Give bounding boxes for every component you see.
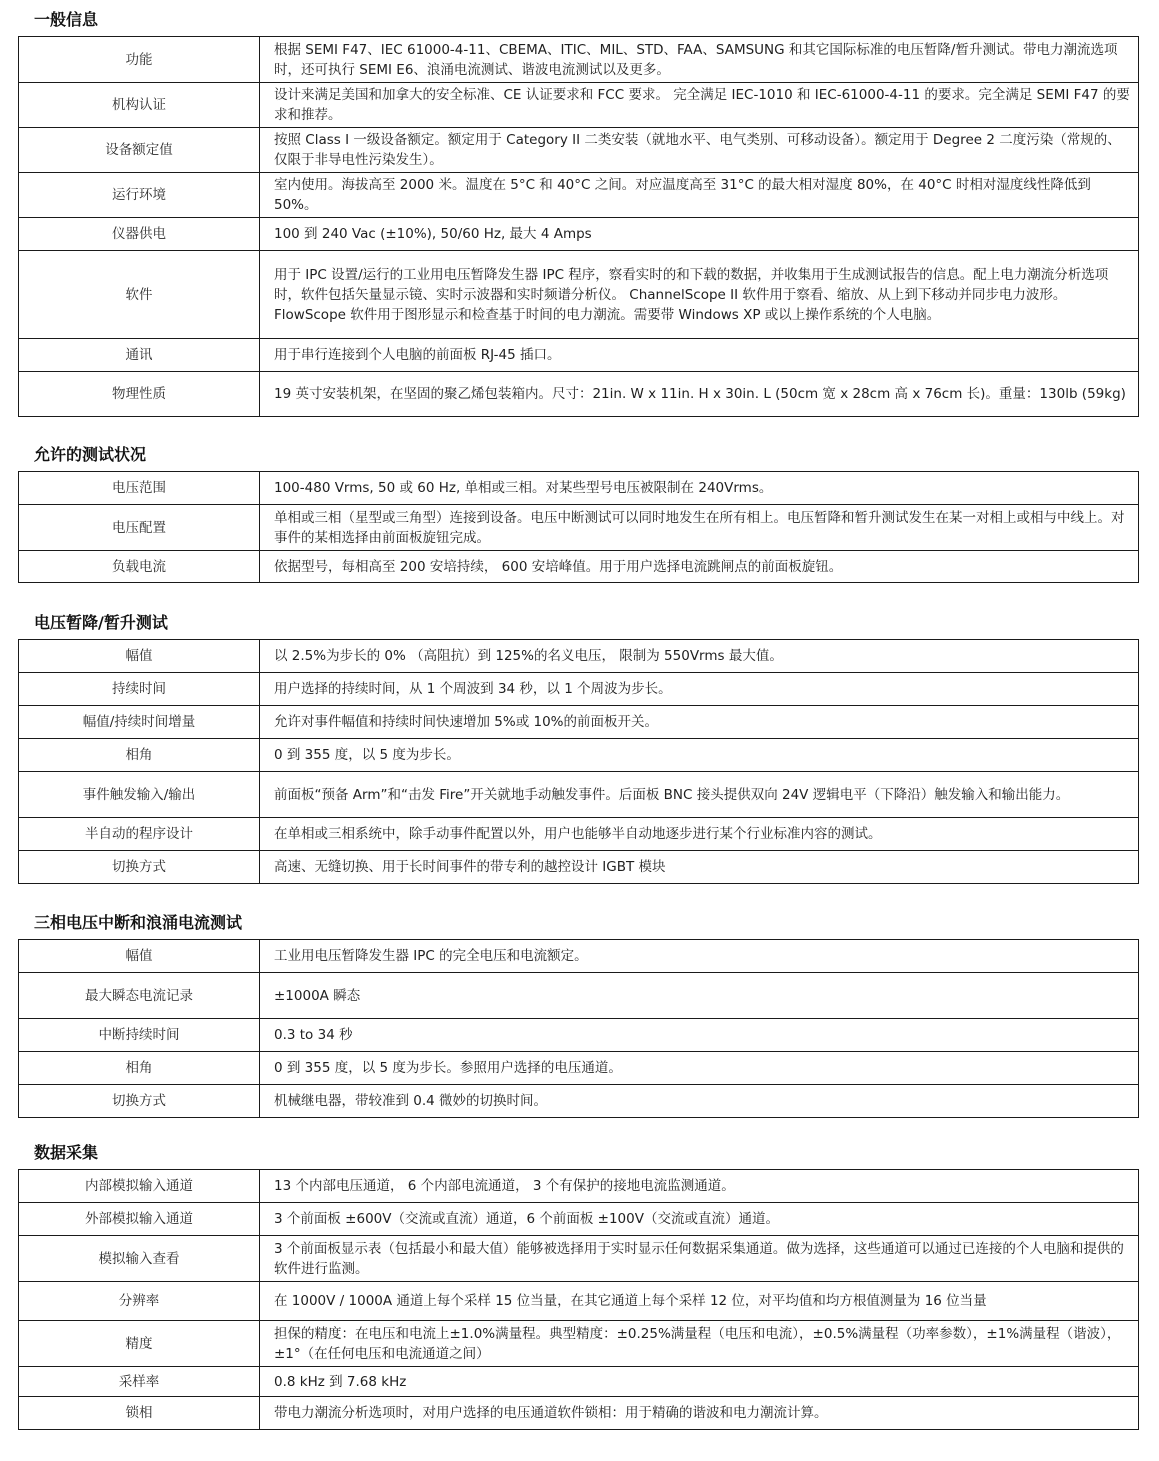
row-label: 相角 — [19, 739, 260, 772]
row-value: 高速、无缝切换、用于长时间事件的带专利的越控设计 IGBT 模块 — [260, 851, 1139, 884]
row-value: 用于 IPC 设置/运行的工业用电压暂降发生器 IPC 程序，察看实时的和下载的数据，并收集用于生成测试报告的信息。配上电力潮流分析选项时，软件包括矢量显示镜、实时示波器和实时频谱分析仪。 ChannelScope II 软件用于察看、缩放、从上到下移动并同步电力波形。 FlowScope 软件用于图形显示和检查基于时间的电力潮流。需要带 Windows XP 或以上操作系统的个人电脑。 — [260, 251, 1139, 339]
table-row — [19, 128, 1139, 173]
table-row — [19, 1019, 1139, 1052]
table-row — [19, 1397, 1139, 1430]
row-label: 模拟输入查看 — [19, 1236, 260, 1282]
table-row — [19, 472, 1139, 505]
row-value: 100 到 240 Vac (±10%), 50/60 Hz, 最大 4 Amps — [260, 218, 1139, 251]
row-value: 担保的精度：在电压和电流上±1.0%满量程。典型精度：±0.25%满量程（电压和电流），±0.5%满量程（功率参数），±1%满量程（谐波），±1°（在任何电压和电流通道之间） — [260, 1321, 1139, 1367]
row-label: 负载电流 — [19, 551, 260, 583]
row-value: 19 英寸安装机架，在坚固的聚乙烯包装箱内。尺寸：21in. W x 11in. H x 30in. L (50cm 宽 x 28cm 高 x 76cm 长)。重量：130lb (59kg) — [260, 372, 1139, 417]
row-label: 分辨率 — [19, 1282, 260, 1321]
table-row — [19, 739, 1139, 772]
spec-table — [18, 639, 1139, 884]
table-row — [19, 640, 1139, 673]
row-label: 精度 — [19, 1321, 260, 1367]
row-label: 幅值 — [19, 940, 260, 973]
section-test-conditions — [18, 445, 1140, 583]
table-row — [19, 706, 1139, 739]
row-label: 通讯 — [19, 339, 260, 372]
row-label: 最大瞬态电流记录 — [19, 973, 260, 1019]
table-row — [19, 1236, 1139, 1282]
table-row — [19, 1052, 1139, 1085]
section-title: 数据采集 — [34, 1143, 99, 1162]
row-label: 物理性质 — [19, 372, 260, 417]
row-value: 用户选择的持续时间，从 1 个周波到 34 秒，以 1 个周波为步长。 — [260, 673, 1139, 706]
row-label: 幅值/持续时间增量 — [19, 706, 260, 739]
table-row — [19, 940, 1139, 973]
row-label: 运行环境 — [19, 173, 260, 218]
row-value: 机械继电器，带较准到 0.4 微妙的切换时间。 — [260, 1085, 1139, 1118]
table-row — [19, 505, 1139, 551]
row-value: 带电力潮流分析选项时，对用户选择的电压通道软件锁相：用于精确的谐波和电力潮流计算。 — [260, 1397, 1139, 1430]
section-title: 电压暂降/暂升测试 — [34, 613, 168, 632]
table-row — [19, 673, 1139, 706]
row-label: 事件触发输入/输出 — [19, 772, 260, 818]
row-label: 采样率 — [19, 1367, 260, 1397]
table-row — [19, 851, 1139, 884]
row-label: 切换方式 — [19, 1085, 260, 1118]
table-row — [19, 218, 1139, 251]
table-row — [19, 37, 1139, 83]
row-value: 0 到 355 度，以 5 度为步长。参照用户选择的电压通道。 — [260, 1052, 1139, 1085]
row-label: 中断持续时间 — [19, 1019, 260, 1052]
row-value: 在单相或三相系统中，除手动事件配置以外，用户也能够半自动地逐步进行某个行业标准内容的测试。 — [260, 818, 1139, 851]
row-value: 前面板“预备 Arm”和“击发 Fire”开关就地手动触发事件。后面板 BNC 接头提供双向 24V 逻辑电平（下降沿）触发输入和输出能力。 — [260, 772, 1139, 818]
row-label: 功能 — [19, 37, 260, 83]
row-label: 外部模拟输入通道 — [19, 1203, 260, 1236]
table-row — [19, 339, 1139, 372]
table-row — [19, 83, 1139, 128]
spec-table — [18, 471, 1139, 583]
row-label: 电压范围 — [19, 472, 260, 505]
row-value: 单相或三相（星型或三角型）连接到设备。电压中断测试可以同时地发生在所有相上。电压暂降和暂升测试发生在某一对相上或相与中线上。对事件的某相选择由前面板旋钮完成。 — [260, 505, 1139, 551]
row-label: 持续时间 — [19, 673, 260, 706]
row-value: 3 个前面板 ±600V（交流或直流）通道，6 个前面板 ±100V（交流或直流）通道。 — [260, 1203, 1139, 1236]
row-label: 电压配置 — [19, 505, 260, 551]
row-value: 按照 Class I 一级设备额定。额定用于 Category II 二类安装（就地水平、电气类别、可移动设备）。额定用于 Degree 2 二度污染（常规的、仅限于非导电性污染发生）。 — [260, 128, 1139, 173]
row-label: 软件 — [19, 251, 260, 339]
row-value: 用于串行连接到个人电脑的前面板 RJ-45 插口。 — [260, 339, 1139, 372]
table-row — [19, 1085, 1139, 1118]
row-label: 内部模拟输入通道 — [19, 1170, 260, 1203]
row-value: 以 2.5%为步长的 0% （高阻抗）到 125%的名义电压， 限制为 550Vrms 最大值。 — [260, 640, 1139, 673]
row-value: 13 个内部电压通道， 6 个内部电流通道， 3 个有保护的接地电流监测通道。 — [260, 1170, 1139, 1203]
table-row — [19, 973, 1139, 1019]
table-row — [19, 1321, 1139, 1367]
section-title: 一般信息 — [34, 10, 99, 29]
table-row — [19, 173, 1139, 218]
spec-table — [18, 939, 1139, 1118]
row-label: 切换方式 — [19, 851, 260, 884]
table-row — [19, 251, 1139, 339]
spec-table — [18, 1169, 1139, 1430]
row-label: 锁相 — [19, 1397, 260, 1430]
row-value: 允许对事件幅值和持续时间快速增加 5%或 10%的前面板开关。 — [260, 706, 1139, 739]
table-row — [19, 1170, 1139, 1203]
spec-table — [18, 36, 1139, 417]
section-general-info — [18, 10, 1140, 417]
table-row — [19, 818, 1139, 851]
table-row — [19, 1282, 1139, 1321]
section-title: 三相电压中断和浪涌电流测试 — [34, 913, 243, 932]
row-value: 根据 SEMI F47、IEC 61000-4-11、CBEMA、ITIC、MIL、STD、FAA、SAMSUNG 和其它国际标准的电压暂降/暂升测试。带电力潮流选项时，还可执行 SEMI E6、浪涌电流测试、谐波电流测试以及更多。 — [260, 37, 1139, 83]
section-data-acquisition — [18, 1143, 1140, 1430]
table-row — [19, 1367, 1139, 1397]
section-sag-swell-test — [18, 613, 1140, 884]
table-row — [19, 551, 1139, 583]
row-value: 设计来满足美国和加拿大的安全标准、CE 认证要求和 FCC 要求。 完全满足 IEC-1010 和 IEC-61000-4-11 的要求。完全满足 SEMI F47 的要求和推荐。 — [260, 83, 1139, 128]
row-label: 机构认证 — [19, 83, 260, 128]
table-row — [19, 372, 1139, 417]
row-label: 相角 — [19, 1052, 260, 1085]
row-value: 室内使用。海拔高至 2000 米。温度在 5°C 和 40°C 之间。对应温度高至 31°C 的最大相对湿度 80%，在 40°C 时相对湿度线性降低到 50%。 — [260, 173, 1139, 218]
row-label: 幅值 — [19, 640, 260, 673]
row-value: 依据型号，每相高至 200 安培持续， 600 安培峰值。用于用户选择电流跳闸点的前面板旋钮。 — [260, 551, 1139, 583]
row-value: 0 到 355 度，以 5 度为步长。 — [260, 739, 1139, 772]
section-interruption-inrush-test — [18, 913, 1140, 1118]
row-value: ±1000A 瞬态 — [260, 973, 1139, 1019]
section-title: 允许的测试状况 — [34, 445, 147, 464]
table-row — [19, 1203, 1139, 1236]
row-value: 3 个前面板显示表（包括最小和最大值）能够被选择用于实时显示任何数据采集通道。做为选择，这些通道可以通过已连接的个人电脑和提供的软件进行监测。 — [260, 1236, 1139, 1282]
row-label: 半自动的程序设计 — [19, 818, 260, 851]
row-value: 100-480 Vrms, 50 或 60 Hz, 单相或三相。对某些型号电压被限制在 240Vrms。 — [260, 472, 1139, 505]
row-value: 0.8 kHz 到 7.68 kHz — [260, 1367, 1139, 1397]
row-label: 仪器供电 — [19, 218, 260, 251]
row-value: 0.3 to 34 秒 — [260, 1019, 1139, 1052]
row-value: 在 1000V / 1000A 通道上每个采样 15 位当量，在其它通道上每个采样 12 位，对平均值和均方根值测量为 16 位当量 — [260, 1282, 1139, 1321]
table-row — [19, 772, 1139, 818]
row-value: 工业用电压暂降发生器 IPC 的完全电压和电流额定。 — [260, 940, 1139, 973]
row-label: 设备额定值 — [19, 128, 260, 173]
